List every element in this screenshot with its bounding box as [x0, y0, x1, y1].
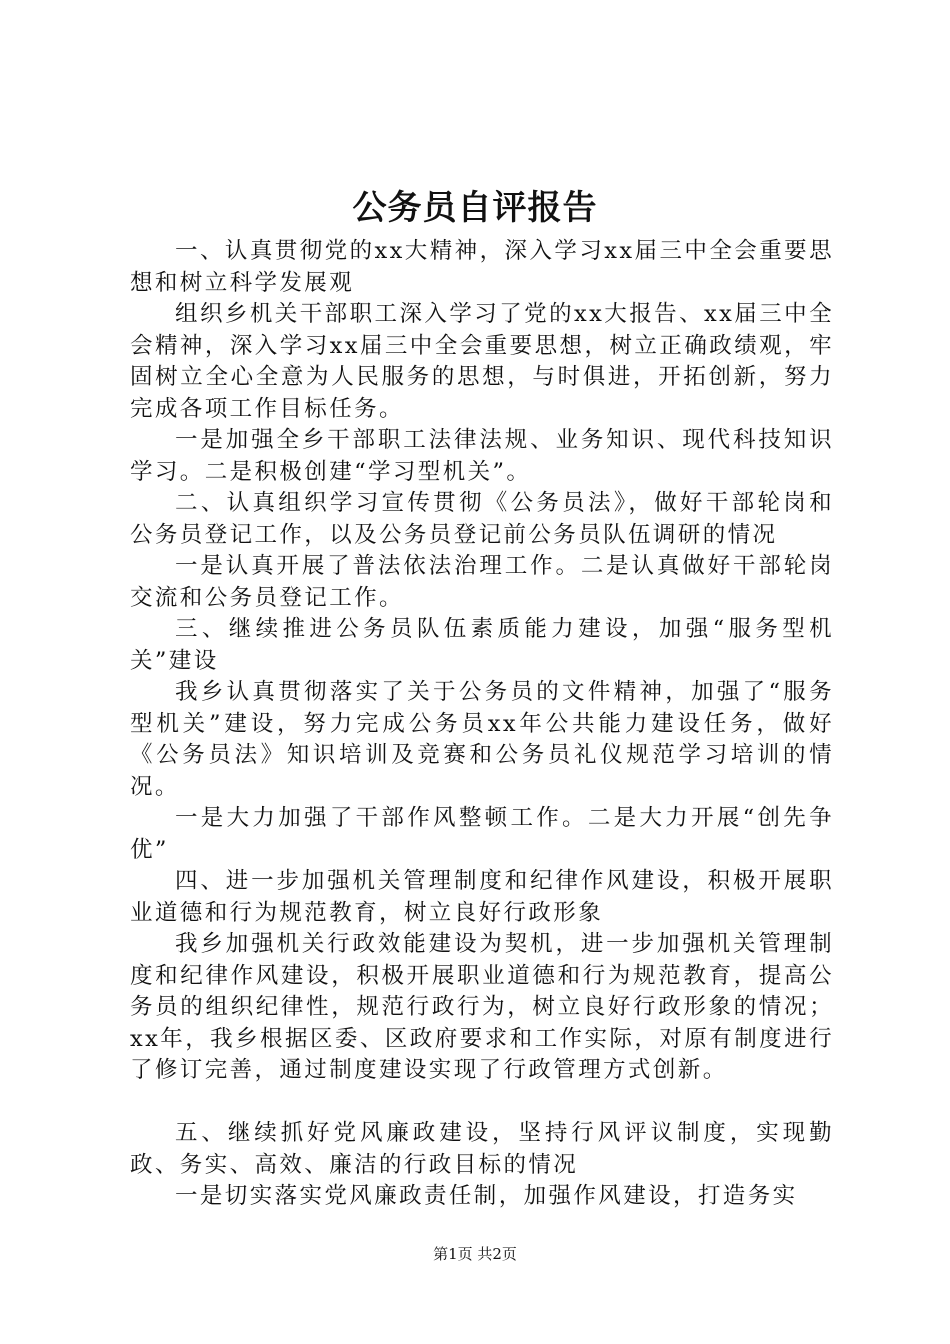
page-number: 第1页 共2页	[433, 1245, 517, 1263]
body-paragraph: 一是加强全乡干部职工法律法规、业务知识、现代科技知识学习。二是积极创建“学习型机关”。	[130, 427, 834, 485]
body-paragraph: 组织乡机关干部职工深入学习了党的xx大报告、xx届三中全会精神，深入学习xx届三中全会重要思想，树立正确政绩观，牢固树立全心全意为人民服务的思想，与时俱进，开拓创新，努力完成各项工作目标任务。	[130, 301, 834, 422]
body-paragraph: 我乡加强机关行政效能建设为契机，进一步加强机关管理制度和纪律作风建设，积极开展职业道德和行为规范教育，提高公务员的组织纪律性，规范行政行为，树立良好行政形象的情况；xx年，我乡根据区委、区政府要求和工作实际，对原有制度进行了修订完善，通过制度建设实现了行政管理方式创新。	[130, 931, 834, 1083]
body-paragraph: 一是切实落实党风廉政责任制，加强作风建设，打造务实	[175, 1183, 798, 1209]
section-heading-4: 四、进一步加强机关管理制度和纪律作风建设，积极开展职业道德和行为规范教育，树立良好行政形象	[130, 868, 834, 926]
section-heading-5: 五、继续抓好党风廉政建设，坚持行风评议制度，实现勤政、务实、高效、廉洁的行政目标的情况	[130, 1120, 834, 1178]
body-paragraph: 一是大力加强了干部作风整顿工作。二是大力开展“创先争优”	[130, 805, 834, 863]
section-heading-1: 一、认真贯彻党的xx大精神，深入学习xx届三中全会重要思想和树立科学发展观	[130, 238, 834, 296]
section-heading-2: 二、认真组织学习宣传贯彻《公务员法》，做好干部轮岗和公务员登记工作，以及公务员登记前公务员队伍调研的情况	[130, 490, 834, 548]
page-footer	[0, 1244, 950, 1264]
body-paragraph: 我乡认真贯彻落实了关于公务员的文件精神，加强了“服务型机关”建设，努力完成公务员xx年公共能力建设任务，做好《公务员法》知识培训及竞赛和公务员礼仪规范学习培训的情况。	[130, 679, 834, 800]
document-title: 公务员自评报告	[352, 188, 598, 228]
body-paragraph: 一是认真开展了普法依法治理工作。二是认真做好干部轮岗交流和公务员登记工作。	[130, 553, 834, 611]
section-heading-3: 三、继续推进公务员队伍素质能力建设，加强“服务型机关”建设	[130, 616, 834, 674]
document-body	[130, 236, 834, 1213]
